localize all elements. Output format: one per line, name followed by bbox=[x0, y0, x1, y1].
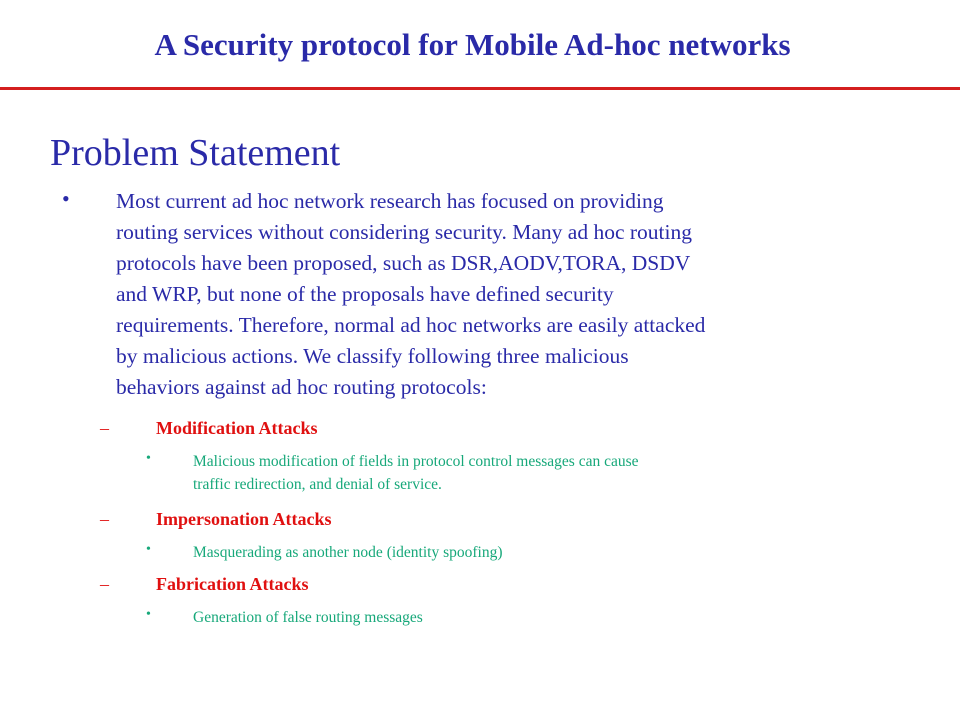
detail-line: Generation of false routing messages bbox=[193, 609, 423, 626]
detail-bullet-marker: • bbox=[146, 451, 151, 466]
attack-dash-marker: – bbox=[100, 509, 109, 529]
attack-heading-fabrication: Fabrication Attacks bbox=[156, 574, 309, 594]
main-bullet-line: behaviors against ad hoc routing protocols: bbox=[116, 375, 487, 399]
main-bullet-line: routing services without considering security. Many ad hoc routing bbox=[116, 220, 692, 244]
attack-heading-modification: Modification Attacks bbox=[156, 418, 318, 438]
attack-heading-impersonation: Impersonation Attacks bbox=[156, 509, 332, 529]
slide-title: A Security protocol for Mobile Ad-hoc networks bbox=[154, 27, 791, 62]
main-bullet-line: and WRP, but none of the proposals have defined security bbox=[116, 282, 614, 306]
attack-dash-marker: – bbox=[100, 574, 109, 594]
attack-detail-impersonation bbox=[193, 541, 503, 564]
main-bullet-text bbox=[116, 186, 861, 403]
main-bullet-marker: • bbox=[62, 186, 70, 211]
section-heading: Problem Statement bbox=[50, 132, 341, 174]
main-bullet-line: by malicious actions. We classify following three malicious bbox=[116, 344, 629, 368]
detail-bullet-marker: • bbox=[146, 607, 151, 622]
main-bullet-line: protocols have been proposed, such as DSR,AODV,TORA, DSDV bbox=[116, 251, 691, 275]
attack-dash-marker: – bbox=[100, 418, 109, 438]
attack-detail-fabrication bbox=[193, 606, 423, 629]
title-divider bbox=[0, 87, 960, 90]
main-bullet-line: Most current ad hoc network research has focused on providing bbox=[116, 189, 664, 213]
main-bullet-line: requirements. Therefore, normal ad hoc networks are easily attacked bbox=[116, 313, 706, 337]
detail-bullet-marker: • bbox=[146, 542, 151, 557]
attack-detail-modification bbox=[193, 450, 639, 496]
detail-line: Malicious modification of fields in protocol control messages can cause bbox=[193, 453, 639, 470]
detail-line: Masquerading as another node (identity spoofing) bbox=[193, 544, 503, 561]
detail-line: traffic redirection, and denial of service. bbox=[193, 476, 442, 493]
